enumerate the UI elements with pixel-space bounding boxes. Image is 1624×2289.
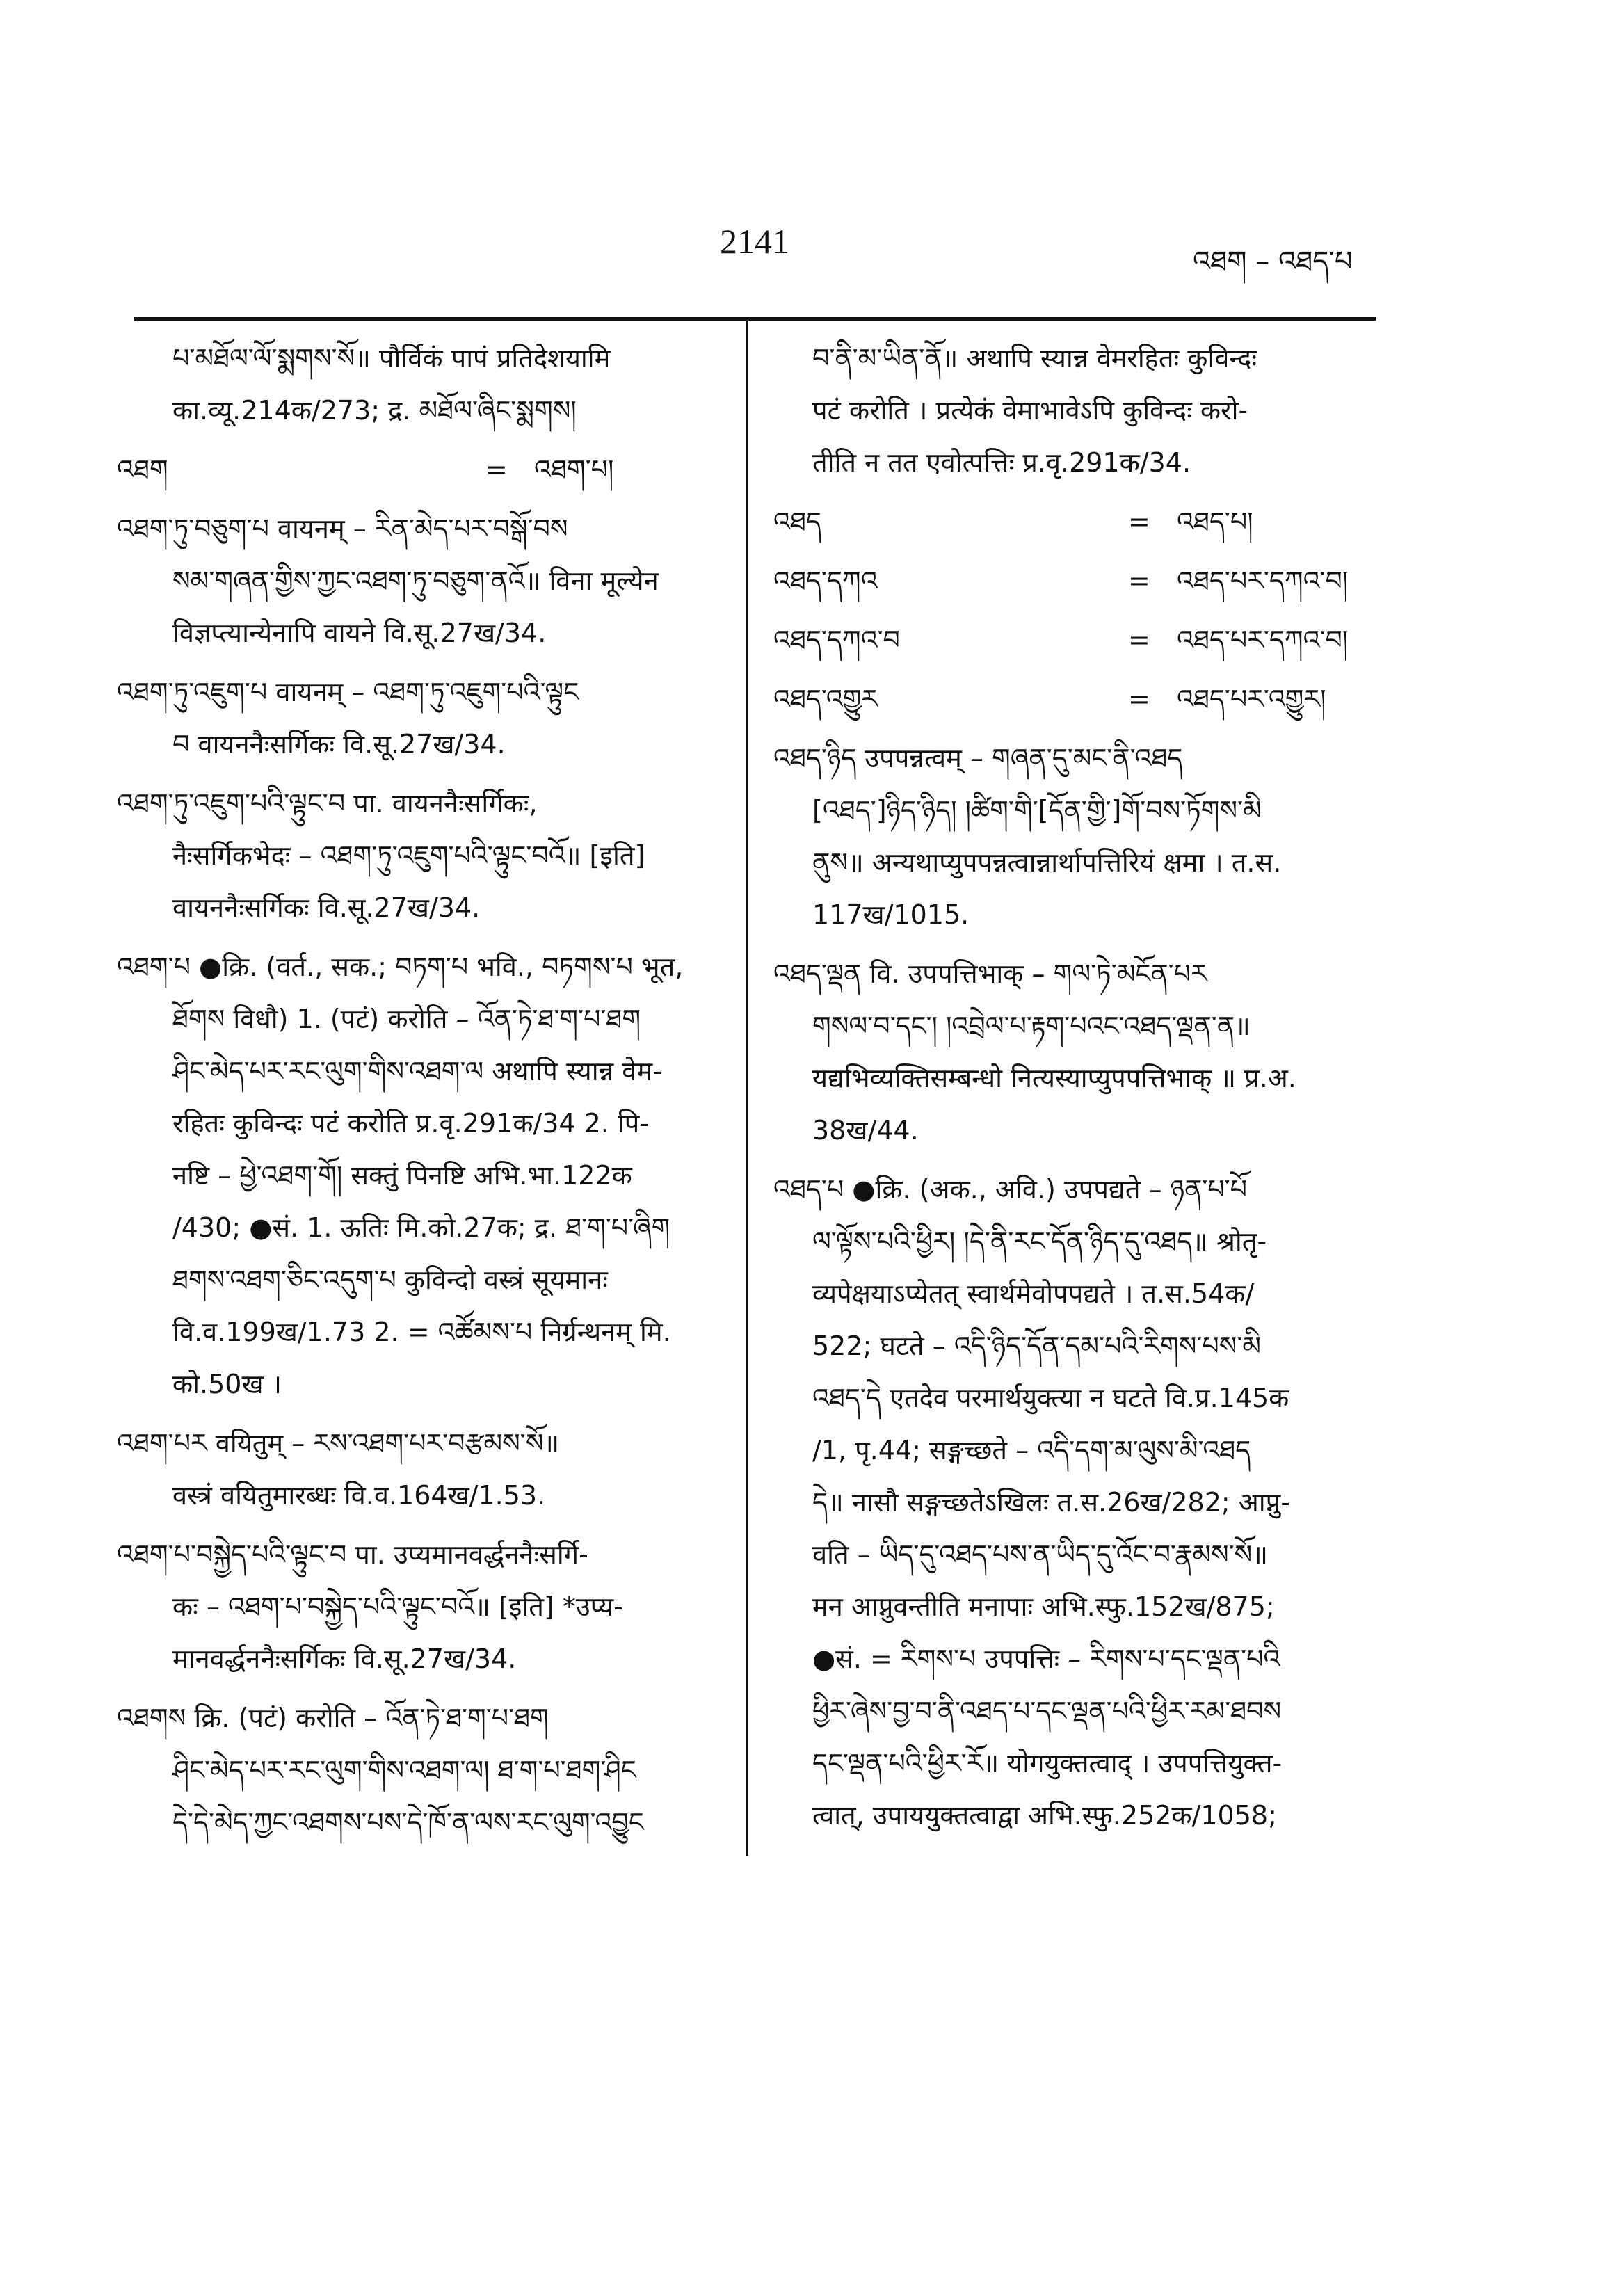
entry-continuation-line: ཤིང་མེད་པར་རང་ལུག་གིས་འཐག་ལ། ཐ་ག་པ་ཐག་ཤིང [172,1755,636,1785]
running-head: འཐག – འཐད་པ [1193,246,1353,278]
entry-continuation-line: नष्टि – ཕྱེ་འཐག་གོ། सक्तुं पिनष्टि अभि.भा.122क [172,1160,632,1191]
page-number: 2141 [720,222,789,261]
entry-continuation-line: དེ॥ नासौ सङ्गच्छतेऽखिलः त.स.26ख/282; आप्नु- [812,1487,1290,1518]
entry-continuation-line: /1, पृ.44; सङ्गच्छते – འདི་དག་མ་ལུས་མི་འཐད [812,1435,1251,1465]
equals-sign: = [1128,684,1150,714]
left-column [117,332,729,1849]
entry-first-line: འཐག་ཏུ་བཅུག་པ वायनम् – རིན་མེད་པར་བསྒོ་བས [117,513,568,544]
cross-reference-entry [117,444,729,496]
equals-sign: = [1128,565,1150,596]
entry-continuation-line: मन आप्नुवन्तीति मनापाः अभि.स्फु.152ख/875; [812,1591,1275,1622]
entry-continuation-line: ཐོགས विधौ) 1. (पटं) करोति – འོན་ཏེ་ཐ་ག་པ་ཐག [172,1004,641,1034]
headword: འཐག [117,454,168,485]
entry-continuation-line: कः – འཐག་པ་བསྐྱེད་པའི་ལྟུང་བའོ॥ [इति] *उप्य- [172,1591,623,1622]
entry-continuation-line: वायननैःसर्गिकः वि.सू.27ख/34. [172,892,481,923]
entry-continuation-line: यद्यभिव्यक्तिसम्बन्धो नित्यस्याप्युपपत्तिभाक् ॥ प्र.अ. [812,1063,1296,1093]
entry-continuation-line: तीति न तत एवोत्पत्तिः प्र.वृ.291क/34. [812,447,1191,478]
entry-continuation-line: वस्त्रं वयितुमारब्धः वि.व.164ख/1.53. [172,1480,546,1511]
entry-first-line: འཐད་ལྡན वि. उपपत्तिभाक् – གལ་ཏེ་མངོན་པར [773,958,1207,989]
entry-continuation-line: 522; घटते – འདི་ཉིད་དོན་དམ་པའི་རིགས་པས་མི [812,1331,1262,1361]
right-column [773,332,1399,1842]
cross-reference-entry [773,555,1399,607]
entry-continuation-line: དེ་དེ་མེད་ཀྱང་འཐགས་པས་དེ་ཁོ་ན་ལས་རང་ལུག་འབྱུང [172,1807,644,1838]
entry-continuation-line: སམ་གཞན་གྱིས་ཀྱང་འཐག་ཏུ་བཅུག་ནའོ॥ विना मूल्येन [172,565,659,596]
entry-continuation-line: འཐད་དེ एतदेव परमार्थयुक्त्या न घटते वि.प्र.145क [812,1383,1289,1413]
entry-continuation-line: བ་ནི་མ་ཡིན་ནོ॥ अथापि स्यान्न वेमरहितः कुविन्दः [812,343,1257,374]
entry-continuation-line: ལ་ལྟོས་པའི་ཕྱིར། །དེ་ནི་རང་དོན་ཉིད་དུ་འཐད॥ श्रोतृ- [812,1226,1267,1257]
equals-sign: = [1128,506,1150,537]
cross-reference-entry [773,673,1399,725]
entry-continuation-line: བ वायननैःसर्गिकः वि.सू.27ख/34. [172,729,506,760]
cross-reference-entry [773,614,1399,666]
cross-reference-target: འཐད་པ། [1177,506,1253,537]
headword: འཐད [773,506,821,537]
entry-continuation-line: पटं करोति । प्रत्येकं वेमाभावेऽपि कुविन्दः करो- [812,395,1248,426]
entry-first-line: འཐག་ཏུ་འཇུག་པའི་ལྟུང་བ पा. वायननैःसर्गिकः, [117,788,538,819]
entry-continuation-line: ནུས॥ अन्यथाप्युपपन्नत्वान्नार्थापत्तिरियं क्षमा । त.स. [812,847,1282,878]
entry-continuation-line: ●सं. = རིགས་པ उपपत्तिः – རིགས་པ་དང་ལྡན་པའི [812,1644,1280,1674]
cross-reference-entry [773,496,1399,548]
entry-first-line: འཐགས क्रि. (पटं) करोति – འོན་ཏེ་ཐ་ག་པ་ཐག [117,1703,549,1733]
cross-reference-target: འཐད་པར་འགྱུར། [1177,684,1326,714]
entry-continuation-line: का.व्यू.214क/273; द्र. མཐོལ་ཞིང་སྨགས། [172,395,577,426]
entry-continuation-line: मानवर्द्धननैःसर्गिकः वि.सू.27ख/34. [172,1644,517,1674]
entry-first-line: འཐག་པ་བསྐྱེད་པའི་ལྟུང་བ पा. उप्यमानवर्द्धननैःसर्गि- [117,1539,588,1570]
cross-reference-target: འཐད་པར་དཀའ་བ། [1177,625,1349,655]
equals-sign: = [1128,625,1150,655]
entry-first-line: འཐད་ཉིད उपपन्नत्वम् – གཞན་དུ་མང་ནི་འཐད [773,743,1183,773]
entry-continuation-line: པ་མཐོལ་ལོ་སྨགས་སོ॥ पौर्विकं पापं प्रतिदेशयामि [172,343,611,374]
headword: འཐད་དཀའ [773,565,878,596]
entry-continuation-line: वि.व.199ख/1.73 2. = འཚོམས་པ निर्ग्रन्थनम् मि. [172,1317,671,1347]
entry-continuation-line: विज्ञप्त्यान्येनापि वायने वि.सू.27ख/34. [172,618,547,648]
cross-reference-target: འཐག་པ། [534,454,614,485]
entry-continuation-line: ཕྱིར་ཞེས་བྱ་བ་ནི་འཐད་པ་དང་ལྡན་པའི་ཕྱིར་རམ་ཐབས [812,1696,1282,1726]
headword: འཐད་དཀའ་བ [773,625,900,655]
entry-continuation-line: [འཐད་]ཉིད་ཉིད། །ཚིག་གི་[དོན་གྱི་]གོ་བས་ཏོགས་མི [812,795,1262,826]
cross-reference-target: འཐད་པར་དཀའ་བ། [1177,565,1349,596]
entry-first-line: འཐག་པར वयितुम् – རས་འཐག་པར་བརྩམས་སོ॥ [117,1428,560,1459]
entry-continuation-line: वति – ཡིད་དུ་འཐད་པས་ན་ཡིད་དུ་འོང་བ་རྣམས་སོ॥ [812,1539,1269,1570]
entry-continuation-line: को.50ख । [172,1369,282,1399]
entry-continuation-line: 38ख/44. [812,1115,919,1146]
column-divider [746,319,748,1856]
equals-sign: = [485,454,508,485]
entry-continuation-line: /430; ●सं. 1. ऊतिः मि.को.27क; द्र. ཐ་ག་པ་ཞིག [172,1212,670,1243]
entry-continuation-line: ཤིང་མེད་པར་རང་ལུག་གིས་འཐག་ལ अथापि स्यान्न वेम- [172,1056,662,1086]
headword: འཐད་འགྱུར [773,684,878,714]
header-rule [134,317,1376,321]
entry-continuation-line: रहितः कुविन्दः पटं करोति प्र.वृ.291क/34 2. पि- [172,1108,650,1139]
entry-continuation-line: ཐགས་འཐག་ཅིང་འདུག་པ कुविन्दो वस्त्रं सूयमानः [172,1264,608,1295]
entry-continuation-line: व्यपेक्षयाऽप्येतत् स्वार्थमेवोपपद्यते । त.स.54क/ [812,1278,1255,1309]
entry-continuation-line: नैःसर्गिकभेदः – འཐག་ཏུ་འཇུག་པའི་ལྟུང་བའོ॥ [इति] [172,840,645,871]
entry-continuation-line: 117ख/1015. [812,899,970,930]
entry-first-line: འཐག་པ ●क्रि. (वर्त., सक.; བཏག་པ भवि., བཏགས་པ भूत, [117,951,684,982]
entry-continuation-line: དང་ལྡན་པའི་ཕྱིར་རོ॥ योगयुक्तत्वाद् । उपपत्तियुक्त- [812,1748,1283,1778]
entry-first-line: འཐད་པ ●क्रि. (अक., अवि.) उपपद्यते – ཉན་པ་པོ [773,1174,1248,1205]
entry-first-line: འཐག་ཏུ་འཇུག་པ वायनम् – འཐག་ཏུ་འཇུག་པའི་ལྟུང [117,677,579,707]
entry-continuation-line: གསལ་བ་དང་། །འབྲེལ་པ་རྟག་པའང་འཐད་ལྡན་ན॥ [812,1011,1251,1041]
entry-continuation-line: त्वात्, उपाययुक्तत्वाद्वा अभि.स्फु.252क/1058; [812,1800,1277,1831]
